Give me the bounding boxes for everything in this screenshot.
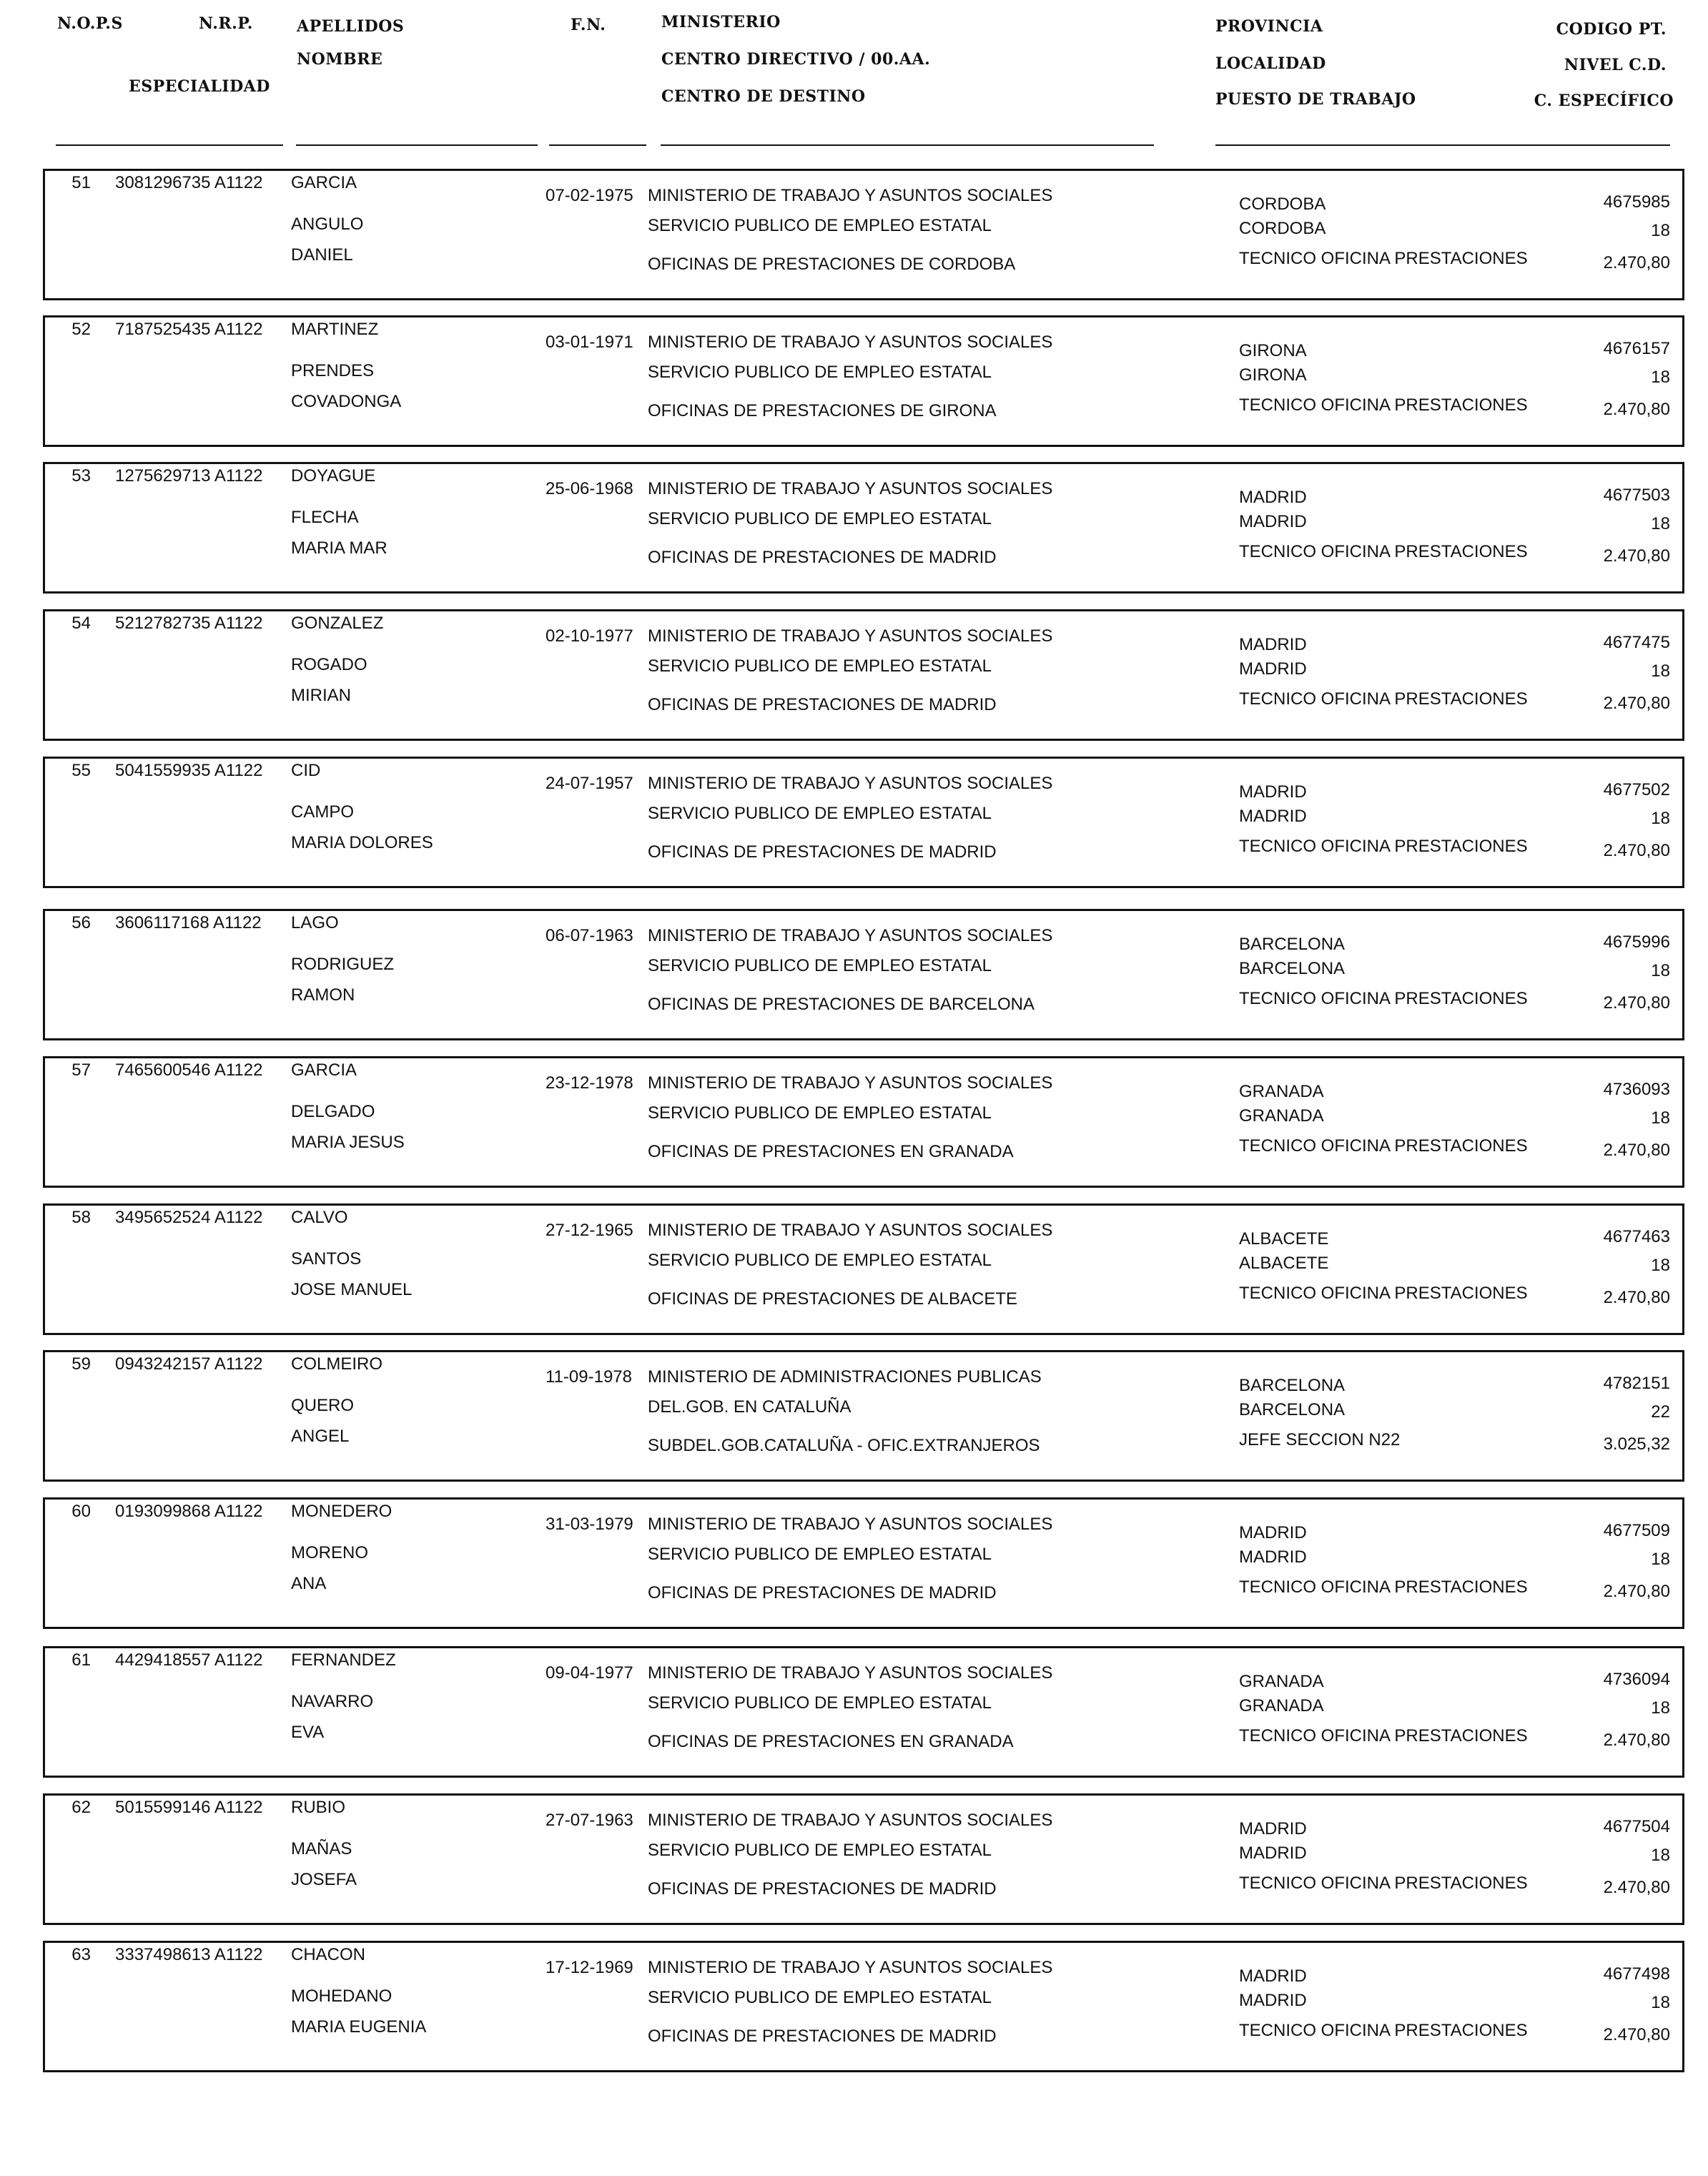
- record-fecha-nacimiento: 31-03-1979: [546, 1515, 633, 1534]
- record-puesto: TECNICO OFICINA PRESTACIONES: [1239, 837, 1528, 856]
- record-puesto: TECNICO OFICINA PRESTACIONES: [1239, 395, 1528, 415]
- record-fecha-nacimiento: 24-07-1957: [546, 774, 633, 793]
- record-nops: 63: [71, 1945, 91, 1964]
- record-localidad: MADRID: [1239, 1547, 1307, 1567]
- record-nombre: MARIA DOLORES: [291, 833, 433, 852]
- record-ministerio: MINISTERIO DE TRABAJO Y ASUNTOS SOCIALES: [648, 626, 1053, 646]
- record-ministerio: MINISTERIO DE TRABAJO Y ASUNTOS SOCIALES: [648, 479, 1053, 498]
- header-centro-destino: CENTRO DE DESTINO: [661, 87, 866, 106]
- record-centro-destino: OFICINAS DE PRESTACIONES DE GIRONA: [648, 401, 997, 420]
- record-localidad: GRANADA: [1239, 1106, 1324, 1126]
- record-nrp: 5041559935 A1122: [115, 761, 263, 780]
- record-provincia: MADRID: [1239, 782, 1307, 802]
- record-centro-destino: OFICINAS DE PRESTACIONES DE MADRID: [648, 695, 997, 714]
- record-nrp: 1275629713 A1122: [115, 466, 263, 486]
- record-provincia: GIRONA: [1239, 341, 1307, 360]
- record-nops: 62: [71, 1798, 91, 1817]
- record-apellido1: MARTINEZ: [291, 320, 379, 339]
- record-provincia: BARCELONA: [1239, 1376, 1346, 1395]
- record-apellido1: RUBIO: [291, 1798, 346, 1817]
- record-especifico: 2.470,80: [1603, 1141, 1670, 1160]
- record-nops: 51: [71, 173, 91, 192]
- header-rule-fn: [549, 144, 646, 146]
- record-localidad: ALBACETE: [1239, 1254, 1329, 1273]
- record-ministerio: MINISTERIO DE ADMINISTRACIONES PUBLICAS: [648, 1367, 1042, 1387]
- record-provincia: MADRID: [1239, 1966, 1307, 1986]
- record-fecha-nacimiento: 23-12-1978: [546, 1073, 633, 1093]
- header-apellidos: APELLIDOS: [297, 17, 405, 36]
- record-codigo: 4676157: [1603, 339, 1670, 358]
- record-nombre: EVA: [291, 1723, 325, 1742]
- record-box: [43, 1203, 1684, 1335]
- record-nrp: 0943242157 A1122: [115, 1354, 263, 1374]
- record-ministerio: MINISTERIO DE TRABAJO Y ASUNTOS SOCIALES: [648, 333, 1053, 352]
- record-puesto: TECNICO OFICINA PRESTACIONES: [1239, 1874, 1528, 1893]
- header-rule-ministerio: [661, 144, 1154, 146]
- record-apellido1: CALVO: [291, 1208, 348, 1227]
- record-centro-directivo: SERVICIO PUBLICO DE EMPLEO ESTATAL: [648, 1693, 992, 1713]
- record-fecha-nacimiento: 11-09-1978: [546, 1367, 632, 1387]
- record-localidad: MADRID: [1239, 659, 1307, 679]
- record-centro-destino: OFICINAS DE PRESTACIONES EN GRANADA: [648, 1142, 1014, 1161]
- record-nrp: 3606117168 A1122: [115, 913, 262, 932]
- header-localidad: LOCALIDAD: [1215, 54, 1326, 73]
- record-box: [43, 609, 1684, 741]
- record-nrp: 7465600546 A1122: [115, 1060, 263, 1080]
- record-codigo: 4677504: [1603, 1817, 1670, 1836]
- record-provincia: GRANADA: [1239, 1672, 1324, 1691]
- record-puesto: TECNICO OFICINA PRESTACIONES: [1239, 689, 1528, 709]
- header-especifico: C. ESPECÍFICO: [1534, 92, 1674, 110]
- record-provincia: CORDOBA: [1239, 195, 1326, 214]
- header-rule-apellidos: [296, 144, 538, 146]
- header-nops: N.O.P.S: [57, 14, 123, 33]
- record-fecha-nacimiento: 17-12-1969: [546, 1958, 633, 1977]
- record-especifico: 2.470,80: [1603, 993, 1670, 1013]
- record-apellido2: RODRIGUEZ: [291, 955, 394, 974]
- record-centro-destino: OFICINAS DE PRESTACIONES DE MADRID: [648, 842, 997, 862]
- record-centro-destino: OFICINAS DE PRESTACIONES DE MADRID: [648, 1583, 997, 1603]
- record-ministerio: MINISTERIO DE TRABAJO Y ASUNTOS SOCIALES: [648, 774, 1053, 793]
- record-codigo: 4736093: [1603, 1080, 1670, 1099]
- record-box: [43, 909, 1684, 1040]
- header-nrp: N.R.P.: [199, 14, 253, 33]
- record-apellido2: ROGADO: [291, 655, 367, 674]
- record-nrp: 7187525435 A1122: [115, 320, 263, 339]
- header-ministerio: MINISTERIO: [661, 13, 781, 31]
- record-apellido2: FLECHA: [291, 508, 359, 527]
- record-ministerio: MINISTERIO DE TRABAJO Y ASUNTOS SOCIALES: [648, 1811, 1053, 1830]
- record-apellido2: ANGULO: [291, 215, 364, 234]
- record-apellido1: GARCIA: [291, 1060, 357, 1080]
- record-nrp: 0193099868 A1122: [115, 1502, 263, 1521]
- record-ministerio: MINISTERIO DE TRABAJO Y ASUNTOS SOCIALES: [648, 1073, 1053, 1093]
- record-apellido2: DELGADO: [291, 1102, 375, 1121]
- record-nivel: 18: [1651, 661, 1670, 681]
- record-nombre: MARIA MAR: [291, 538, 387, 558]
- record-apellido1: DOYAGUE: [291, 466, 376, 486]
- record-ministerio: MINISTERIO DE TRABAJO Y ASUNTOS SOCIALES: [648, 1515, 1053, 1534]
- record-nivel: 18: [1651, 1698, 1670, 1718]
- record-centro-directivo: SERVICIO PUBLICO DE EMPLEO ESTATAL: [648, 216, 992, 235]
- record-puesto: TECNICO OFICINA PRESTACIONES: [1239, 1577, 1528, 1597]
- record-nops: 59: [71, 1354, 91, 1374]
- record-apellido2: MOHEDANO: [291, 1987, 393, 2006]
- record-codigo: 4677509: [1603, 1521, 1670, 1540]
- record-fecha-nacimiento: 27-12-1965: [546, 1221, 633, 1240]
- record-localidad: BARCELONA: [1239, 959, 1346, 978]
- header-centro-directivo: CENTRO DIRECTIVO / 00.AA.: [661, 50, 931, 69]
- record-localidad: MADRID: [1239, 512, 1307, 531]
- record-centro-destino: OFICINAS DE PRESTACIONES DE BARCELONA: [648, 995, 1035, 1014]
- record-centro-directivo: SERVICIO PUBLICO DE EMPLEO ESTATAL: [648, 1545, 992, 1564]
- record-nops: 57: [71, 1060, 91, 1080]
- record-apellido2: QUERO: [291, 1396, 355, 1415]
- record-localidad: CORDOBA: [1239, 219, 1326, 238]
- record-nops: 53: [71, 466, 91, 486]
- record-nivel: 22: [1651, 1402, 1670, 1422]
- record-fecha-nacimiento: 06-07-1963: [546, 926, 633, 945]
- record-especifico: 2.470,80: [1603, 694, 1670, 713]
- record-centro-destino: OFICINAS DE PRESTACIONES EN GRANADA: [648, 1732, 1014, 1751]
- header-puesto: PUESTO DE TRABAJO: [1215, 90, 1416, 109]
- record-centro-directivo: SERVICIO PUBLICO DE EMPLEO ESTATAL: [648, 656, 992, 676]
- record-nrp: 3081296735 A1122: [115, 173, 263, 192]
- record-nombre: MIRIAN: [291, 686, 351, 705]
- record-puesto: TECNICO OFICINA PRESTACIONES: [1239, 249, 1528, 268]
- record-codigo: 4677475: [1603, 633, 1670, 652]
- record-ministerio: MINISTERIO DE TRABAJO Y ASUNTOS SOCIALES: [648, 1663, 1053, 1683]
- record-ministerio: MINISTERIO DE TRABAJO Y ASUNTOS SOCIALES: [648, 186, 1053, 205]
- record-apellido2: SANTOS: [291, 1249, 362, 1269]
- record-apellido2: PRENDES: [291, 361, 375, 380]
- record-box: [43, 1350, 1684, 1482]
- record-centro-directivo: SERVICIO PUBLICO DE EMPLEO ESTATAL: [648, 1103, 992, 1123]
- record-nops: 58: [71, 1208, 91, 1227]
- record-centro-directivo: SERVICIO PUBLICO DE EMPLEO ESTATAL: [648, 363, 992, 382]
- record-nrp: 4429418557 A1122: [115, 1650, 263, 1670]
- record-codigo: 4736094: [1603, 1670, 1670, 1689]
- record-nivel: 18: [1651, 514, 1670, 533]
- header-rule-provincia: [1215, 144, 1670, 146]
- record-apellido2: MORENO: [291, 1543, 368, 1562]
- record-nivel: 18: [1651, 1256, 1670, 1275]
- record-nops: 61: [71, 1650, 91, 1670]
- record-nops: 56: [71, 913, 91, 932]
- record-apellido1: GARCIA: [291, 173, 357, 192]
- record-codigo: 4677503: [1603, 486, 1670, 505]
- record-puesto: TECNICO OFICINA PRESTACIONES: [1239, 989, 1528, 1008]
- record-box: [43, 1793, 1684, 1925]
- record-ministerio: MINISTERIO DE TRABAJO Y ASUNTOS SOCIALES: [648, 1221, 1053, 1240]
- record-provincia: MADRID: [1239, 1523, 1307, 1542]
- record-nops: 52: [71, 320, 91, 339]
- record-box: [43, 757, 1684, 888]
- record-box: [43, 315, 1684, 447]
- record-especifico: 3.025,32: [1603, 1434, 1670, 1454]
- record-nivel: 18: [1651, 1108, 1670, 1128]
- record-codigo: 4677498: [1603, 1964, 1670, 1984]
- record-centro-directivo: SERVICIO PUBLICO DE EMPLEO ESTATAL: [648, 956, 992, 975]
- record-codigo: 4677463: [1603, 1227, 1670, 1246]
- record-centro-directivo: DEL.GOB. EN CATALUÑA: [648, 1397, 851, 1417]
- record-nops: 54: [71, 614, 91, 633]
- record-box: [43, 1497, 1684, 1629]
- record-apellido2: CAMPO: [291, 802, 355, 822]
- record-box: [43, 462, 1684, 594]
- record-codigo: 4675985: [1603, 192, 1670, 212]
- record-centro-destino: OFICINAS DE PRESTACIONES DE CORDOBA: [648, 255, 1016, 274]
- record-centro-destino: OFICINAS DE PRESTACIONES DE MADRID: [648, 1879, 997, 1899]
- record-nops: 60: [71, 1502, 91, 1521]
- record-box: [43, 169, 1684, 300]
- record-fecha-nacimiento: 27-07-1963: [546, 1811, 633, 1830]
- record-nops: 55: [71, 761, 91, 780]
- record-especifico: 2.470,80: [1603, 2025, 1670, 2044]
- record-fecha-nacimiento: 02-10-1977: [546, 626, 633, 646]
- record-nivel: 18: [1651, 1550, 1670, 1569]
- header-provincia: PROVINCIA: [1215, 17, 1323, 36]
- record-localidad: MADRID: [1239, 1843, 1307, 1863]
- record-nivel: 18: [1651, 961, 1670, 980]
- record-provincia: GRANADA: [1239, 1082, 1324, 1101]
- record-apellido1: LAGO: [291, 913, 339, 932]
- record-apellido1: CHACON: [291, 1945, 366, 1964]
- record-nombre: ANA: [291, 1574, 327, 1593]
- record-centro-directivo: SERVICIO PUBLICO DE EMPLEO ESTATAL: [648, 1251, 992, 1270]
- record-codigo: 4675996: [1603, 932, 1670, 952]
- record-nivel: 18: [1651, 368, 1670, 387]
- record-localidad: MADRID: [1239, 807, 1307, 826]
- record-apellido1: GONZALEZ: [291, 614, 384, 633]
- record-centro-directivo: SERVICIO PUBLICO DE EMPLEO ESTATAL: [648, 509, 992, 528]
- record-especifico: 2.470,80: [1603, 546, 1670, 566]
- record-ministerio: MINISTERIO DE TRABAJO Y ASUNTOS SOCIALES: [648, 1958, 1053, 1977]
- record-fecha-nacimiento: 25-06-1968: [546, 479, 633, 498]
- record-nrp: 3495652524 A1122: [115, 1208, 263, 1227]
- record-provincia: MADRID: [1239, 635, 1307, 654]
- record-nombre: ANGEL: [291, 1427, 350, 1446]
- record-puesto: TECNICO OFICINA PRESTACIONES: [1239, 542, 1528, 561]
- record-apellido2: NAVARRO: [291, 1692, 374, 1711]
- record-box: [43, 1646, 1684, 1778]
- record-apellido2: MAÑAS: [291, 1839, 352, 1859]
- header-codigo: CODIGO PT.: [1556, 20, 1667, 39]
- record-puesto: JEFE SECCION N22: [1239, 1430, 1401, 1449]
- record-provincia: ALBACETE: [1239, 1229, 1329, 1249]
- record-especifico: 2.470,80: [1603, 841, 1670, 860]
- record-nombre: JOSEFA: [291, 1870, 357, 1889]
- record-fecha-nacimiento: 07-02-1975: [546, 186, 633, 205]
- record-nombre: DANIEL: [291, 245, 353, 265]
- record-apellido1: COLMEIRO: [291, 1354, 383, 1374]
- record-nrp: 5015599146 A1122: [115, 1798, 263, 1817]
- record-especifico: 2.470,80: [1603, 253, 1670, 272]
- record-especifico: 2.470,80: [1603, 400, 1670, 419]
- record-nrp: 5212782735 A1122: [115, 614, 263, 633]
- record-codigo: 4782151: [1603, 1374, 1670, 1393]
- record-especifico: 2.470,80: [1603, 1288, 1670, 1307]
- header-rule-nops: [56, 144, 283, 146]
- record-puesto: TECNICO OFICINA PRESTACIONES: [1239, 1284, 1528, 1303]
- record-fecha-nacimiento: 09-04-1977: [546, 1663, 633, 1683]
- record-localidad: MADRID: [1239, 1991, 1307, 2010]
- record-nombre: COVADONGA: [291, 392, 402, 411]
- record-box: [43, 1056, 1684, 1188]
- record-localidad: GRANADA: [1239, 1696, 1324, 1715]
- header-especialidad: ESPECIALIDAD: [129, 77, 270, 96]
- record-centro-directivo: SERVICIO PUBLICO DE EMPLEO ESTATAL: [648, 804, 992, 823]
- record-puesto: TECNICO OFICINA PRESTACIONES: [1239, 2021, 1528, 2040]
- record-codigo: 4677502: [1603, 780, 1670, 799]
- record-nombre: MARIA JESUS: [291, 1133, 405, 1152]
- record-fecha-nacimiento: 03-01-1971: [546, 333, 633, 352]
- record-localidad: BARCELONA: [1239, 1400, 1346, 1419]
- record-localidad: GIRONA: [1239, 365, 1307, 385]
- record-nombre: RAMON: [291, 985, 355, 1005]
- header-nivel: NIVEL C.D.: [1564, 56, 1667, 74]
- record-puesto: TECNICO OFICINA PRESTACIONES: [1239, 1726, 1528, 1746]
- header-nombre: NOMBRE: [297, 50, 383, 69]
- record-nivel: 18: [1651, 809, 1670, 828]
- record-apellido1: FERNANDEZ: [291, 1650, 396, 1670]
- record-nivel: 18: [1651, 1846, 1670, 1865]
- record-box: [43, 1941, 1684, 2072]
- record-apellido1: CID: [291, 761, 321, 780]
- record-centro-destino: OFICINAS DE PRESTACIONES DE MADRID: [648, 548, 997, 567]
- record-centro-directivo: SERVICIO PUBLICO DE EMPLEO ESTATAL: [648, 1988, 992, 2007]
- record-nombre: JOSE MANUEL: [291, 1280, 413, 1299]
- record-centro-directivo: SERVICIO PUBLICO DE EMPLEO ESTATAL: [648, 1841, 992, 1860]
- record-nivel: 18: [1651, 221, 1670, 240]
- record-centro-destino: SUBDEL.GOB.CATALUÑA - OFIC.EXTRANJEROS: [648, 1436, 1040, 1455]
- record-nombre: MARIA EUGENIA: [291, 2017, 427, 2037]
- record-ministerio: MINISTERIO DE TRABAJO Y ASUNTOS SOCIALES: [648, 926, 1053, 945]
- record-nivel: 18: [1651, 1993, 1670, 2012]
- record-puesto: TECNICO OFICINA PRESTACIONES: [1239, 1136, 1528, 1156]
- record-especifico: 2.470,80: [1603, 1731, 1670, 1750]
- record-provincia: MADRID: [1239, 488, 1307, 507]
- record-provincia: MADRID: [1239, 1819, 1307, 1838]
- record-provincia: BARCELONA: [1239, 935, 1346, 954]
- record-especifico: 2.470,80: [1603, 1878, 1670, 1897]
- record-nrp: 3337498613 A1122: [115, 1945, 263, 1964]
- record-centro-destino: OFICINAS DE PRESTACIONES DE MADRID: [648, 2027, 997, 2046]
- record-especifico: 2.470,80: [1603, 1582, 1670, 1601]
- record-centro-destino: OFICINAS DE PRESTACIONES DE ALBACETE: [648, 1289, 1018, 1309]
- record-apellido1: MONEDERO: [291, 1502, 393, 1521]
- header-fn: F.N.: [571, 16, 606, 34]
